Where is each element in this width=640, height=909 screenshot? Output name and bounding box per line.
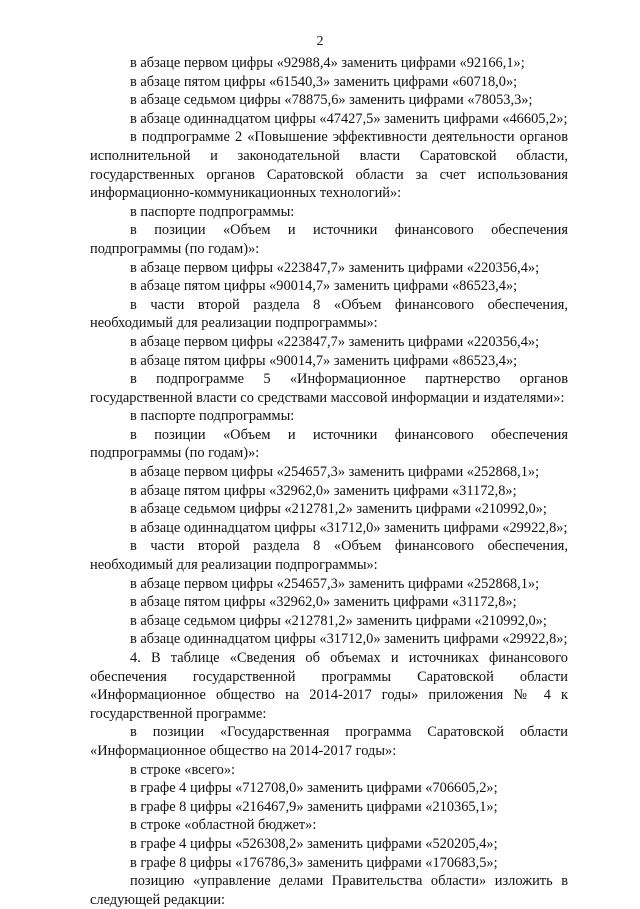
paragraph: в абзаце седьмом цифры «212781,2» заменить цифрами «210992,0»;: [130, 501, 547, 518]
paragraph: в абзаце первом цифры «223847,7» заменить цифрами «220356,4»;: [130, 259, 540, 276]
paragraph: в подпрограмме 5 «Информационное партнерство органов государственной власти со средствами массовой информации и издателями»:: [90, 371, 568, 406]
paragraph: в позиции «Объем и источники финансового обеспечения подпрограммы (по годам)»:: [90, 222, 568, 257]
paragraph: в абзаце одиннадцатом цифры «31712,0» заменить цифрами «29922,8»;: [130, 519, 568, 536]
paragraph: позицию «управление делами Правительства области» изложить в следующей редакции:: [90, 873, 568, 908]
paragraph: в абзаце седьмом цифры «212781,2» заменить цифрами «210992,0»;: [130, 612, 547, 629]
paragraph: в позиции «Государственная программа Саратовской области «Информационное общество на 2014-2017 годы»:: [90, 724, 568, 759]
paragraph: в подпрограмме 2 «Повышение эффективности деятельности органов исполнительной и законодательной власти Саратовской области, государственных органов Саратовской области за счет использования информационно-коммуникационных технологий»:: [90, 129, 568, 202]
paragraph: в абзаце пятом цифры «32962,0» заменить цифрами «31172,8»;: [130, 482, 517, 499]
document-body: [90, 54, 568, 909]
paragraph: в части второй раздела 8 «Объем финансового обеспечения, необходимый для реализации подпрограммы»:: [90, 538, 568, 574]
paragraph: 4. В таблице «Сведения об объемах и источниках финансового обеспечения государственной программы Саратовской области «Информационное общество на 2014-2017 годы» приложения № 4 к государственной программе:: [90, 650, 568, 722]
paragraph: в строке «областной бюджет»:: [130, 817, 317, 834]
paragraph: в абзаце первом цифры «254657,3» заменить цифрами «252868,1»;: [130, 464, 540, 481]
paragraph: в абзаце пятом цифры «90014,7» заменить цифрами «86523,4»;: [130, 352, 518, 369]
paragraph: в позиции «Объем и источники финансового обеспечения подпрограммы (по годам)»:: [90, 426, 568, 462]
paragraph: в строке «всего»:: [130, 761, 236, 778]
paragraph: в части второй раздела 8 «Объем финансового обеспечения, необходимый для реализации подпрограммы»:: [90, 296, 568, 332]
paragraph: в абзаце одиннадцатом цифры «47427,5» заменить цифрами «46605,2»;: [130, 110, 568, 127]
paragraph: в абзаце пятом цифры «90014,7» заменить цифрами «86523,4»;: [130, 278, 518, 295]
paragraph: в абзаце пятом цифры «32962,0» заменить цифрами «31172,8»;: [130, 594, 517, 611]
paragraph: в абзаце пятом цифры «61540,3» заменить цифрами «60718,0»;: [130, 73, 518, 90]
paragraph: в паспорте подпрограммы:: [130, 203, 295, 220]
paragraph: в абзаце первом цифры «223847,7» заменить цифрами «220356,4»;: [130, 333, 540, 350]
paragraph: в абзаце первом цифры «254657,3» заменить цифрами «252868,1»;: [130, 575, 540, 592]
paragraph: в графе 4 цифры «526308,2» заменить цифрами «520205,4»;: [130, 835, 498, 852]
page-number: 2: [316, 34, 324, 49]
paragraph: в абзаце первом цифры «92988,4» заменить цифрами «92166,1»;: [130, 55, 525, 71]
paragraph: в графе 8 цифры «216467,9» заменить цифрами «210365,1»;: [130, 798, 498, 815]
paragraph: в паспорте подпрограммы:: [130, 408, 295, 425]
paragraph: в абзаце седьмом цифры «78875,6» заменить цифрами «78053,3»;: [130, 92, 533, 109]
paragraph: в абзаце одиннадцатом цифры «31712,0» заменить цифрами «29922,8»;: [130, 631, 568, 648]
paragraph: в графе 4 цифры «712708,0» заменить цифрами «706605,2»;: [130, 780, 498, 797]
paragraph: в графе 8 цифры «176786,3» заменить цифрами «170683,5»;: [130, 854, 498, 871]
